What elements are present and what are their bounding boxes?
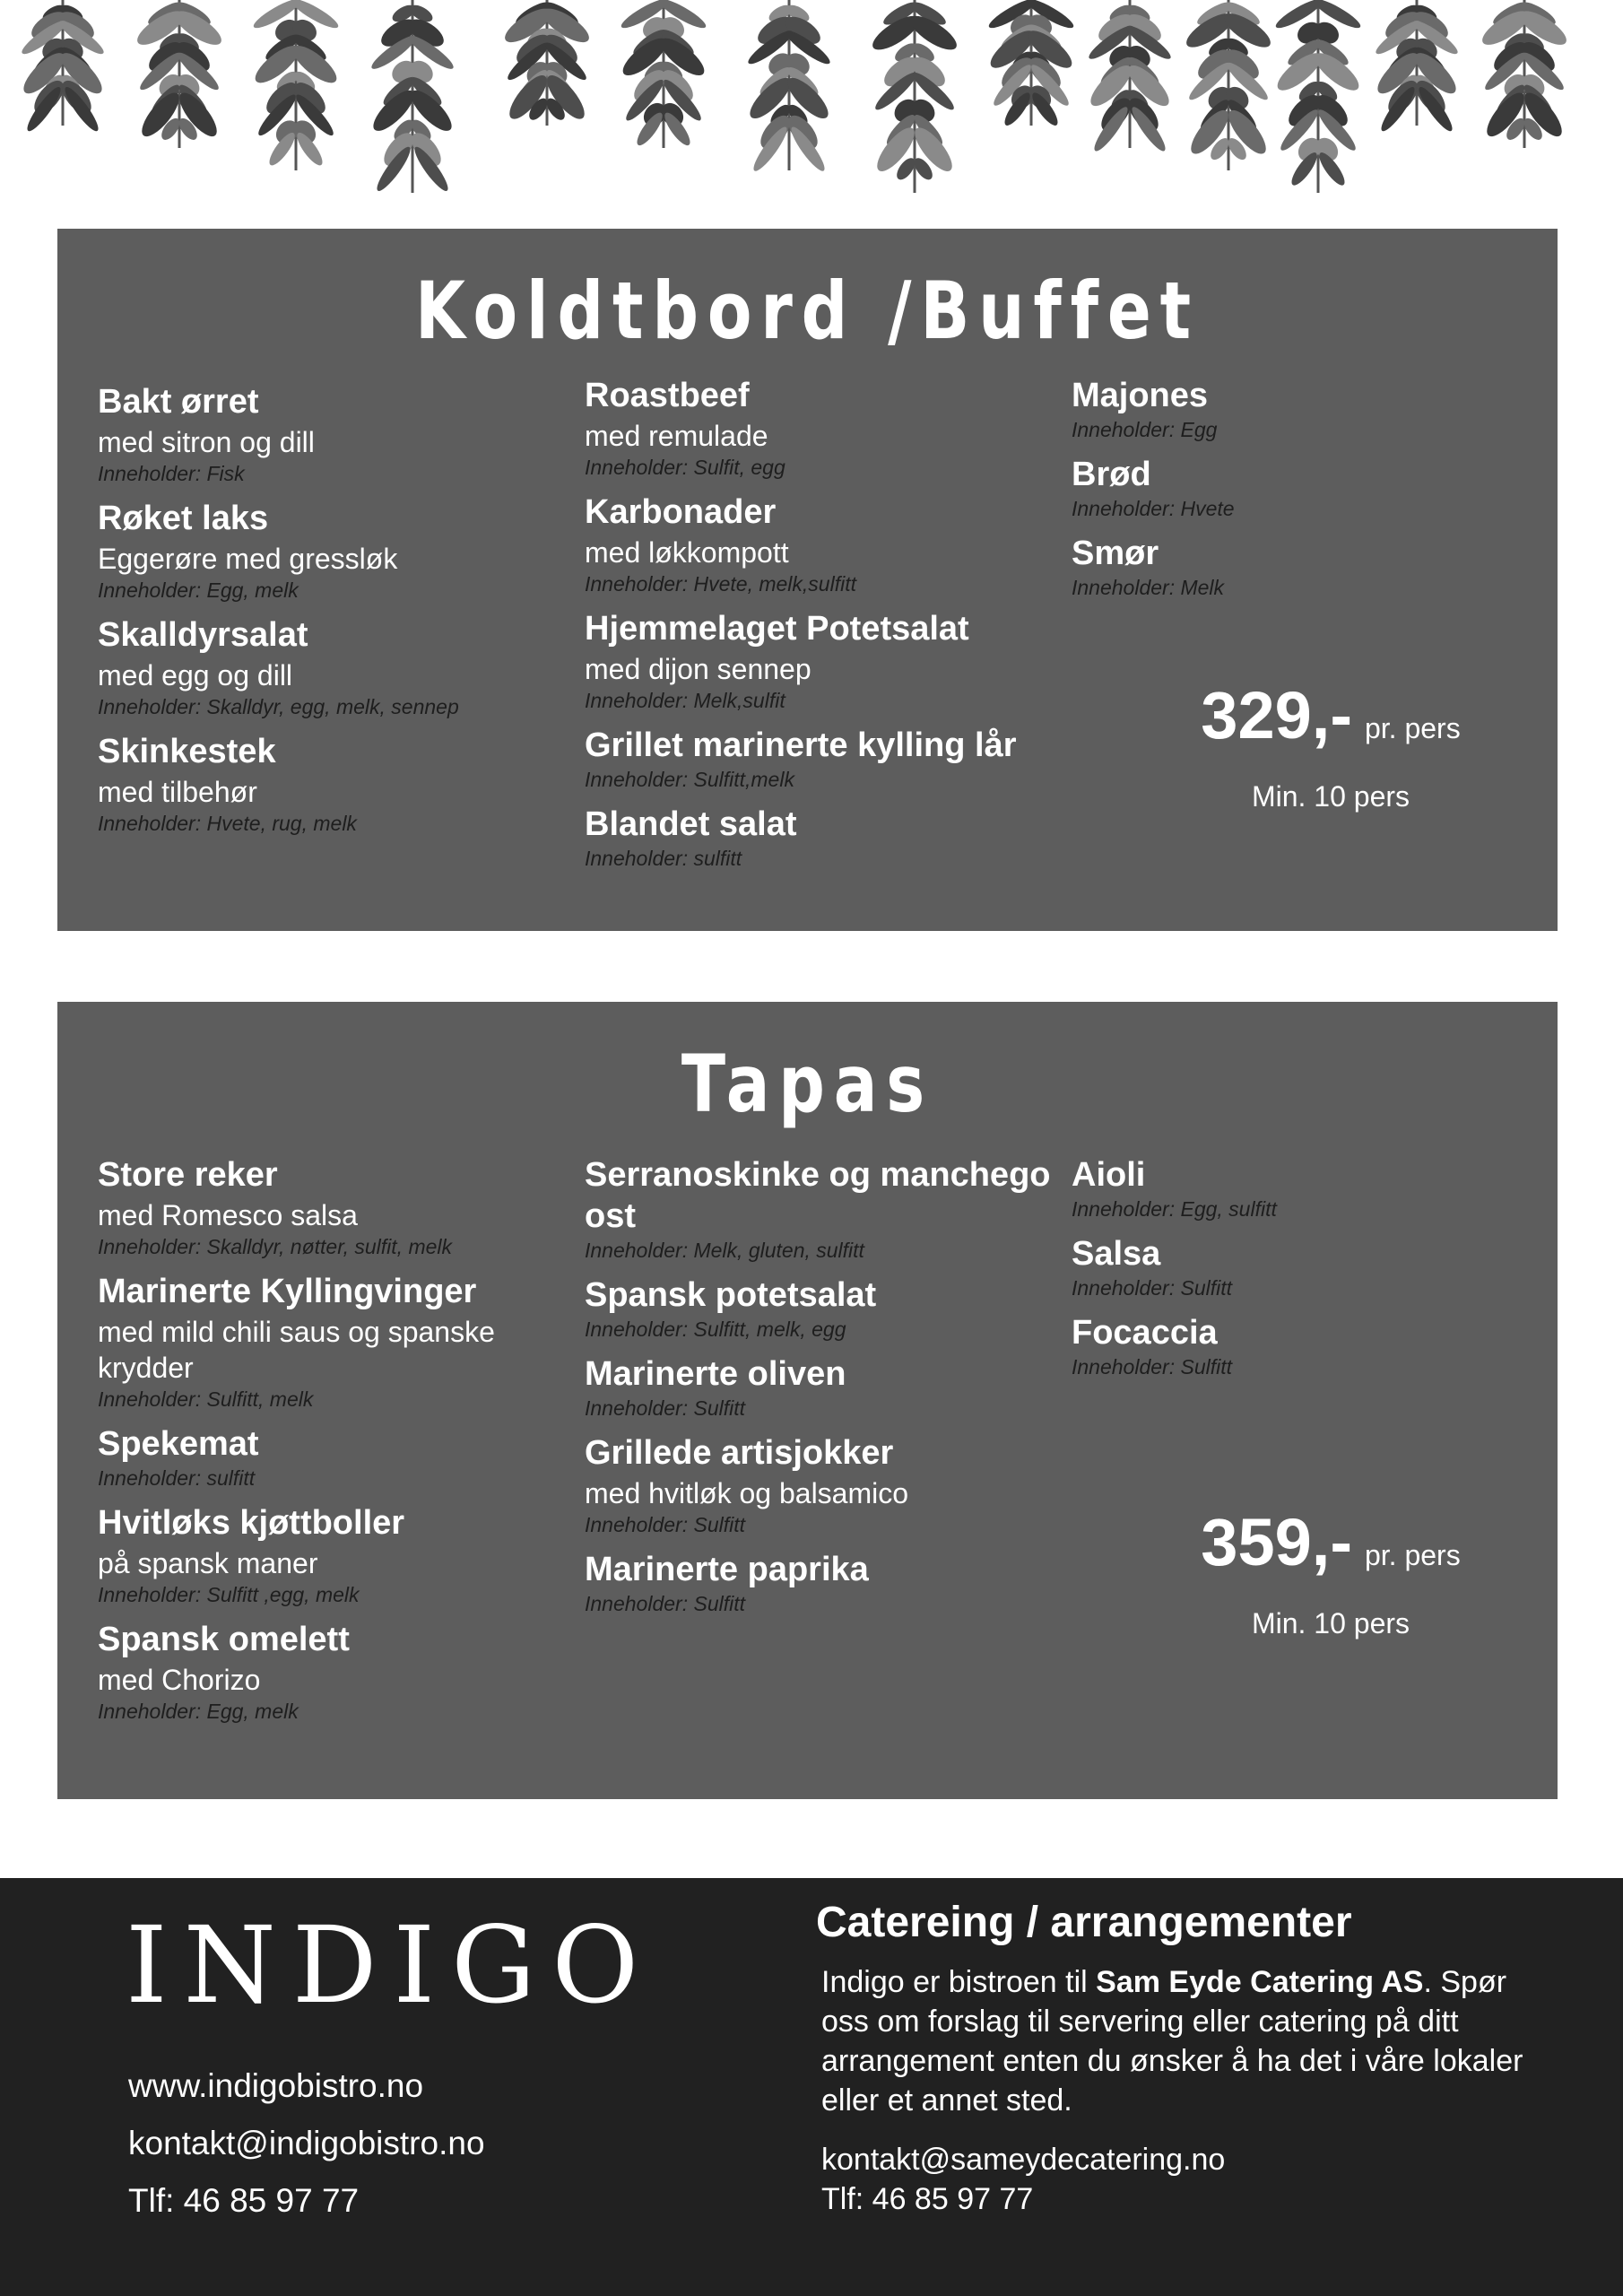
menu-item-allergens: Inneholder: Sulfit, egg — [585, 456, 785, 479]
menu-item-name: Marinerte Kyllingvinger — [98, 1273, 477, 1310]
menu-item — [1072, 1154, 1538, 1222]
email-link[interactable]: kontakt@indigobistro.no — [128, 2125, 485, 2161]
buffet-price-box — [1151, 677, 1510, 813]
buffet-panel — [57, 229, 1558, 931]
menu-item-allergens: Inneholder: Skalldyr, egg, melk, sennep — [98, 695, 459, 718]
menu-item — [98, 614, 564, 720]
buffet-column-2 — [585, 375, 1051, 883]
menu-item-allergens: Inneholder: Hvete, melk,sulfitt — [585, 572, 856, 596]
menu-item — [98, 1154, 564, 1260]
catering-company: Sam Eyde Catering AS — [1096, 1965, 1424, 1999]
tapas-price-unit: pr. pers — [1364, 1539, 1461, 1571]
contact-info — [128, 2057, 485, 2230]
menu-item-name: Marinerte oliven — [585, 1355, 846, 1393]
catering-text-body: . Spør oss om forslag til servering eller catering på ditt arrangement enten du ønsker å ha det i våre lokaler eller et annet sted. — [821, 1965, 1523, 2118]
indigo-logo: INDIGO — [126, 1903, 655, 2027]
menu-item-description: med dijon sennep — [585, 653, 812, 685]
menu-item-allergens: Inneholder: Sulfitt, melk, egg — [585, 1318, 846, 1341]
menu-item-allergens: Inneholder: Melk — [1072, 576, 1225, 599]
catering-title: Catereing / arrangementer — [816, 1899, 1352, 1946]
menu-item-description: med sitron og dill — [98, 426, 315, 458]
menu-item-description: med hvitløk og balsamico — [585, 1477, 909, 1509]
menu-item-name: Smør — [1072, 535, 1159, 572]
catering-email-link[interactable]: kontakt@sameydecatering.no — [821, 2143, 1226, 2177]
menu-item — [98, 1619, 564, 1725]
menu-item-name: Spansk potetsalat — [585, 1276, 877, 1314]
herb-bundle-icon — [1182, 0, 1275, 170]
buffet-price: 329,- — [1201, 678, 1352, 752]
menu-item-allergens: Inneholder: Sulfitt ,egg, melk — [98, 1583, 360, 1606]
menu-item — [585, 804, 1051, 872]
catering-text — [816, 1962, 1533, 2120]
menu-item-allergens: Inneholder: Melk, gluten, sulfitt — [585, 1239, 864, 1262]
menu-item — [98, 498, 564, 604]
herb-bundle-icon — [250, 0, 342, 170]
tapas-price-box — [1151, 1504, 1510, 1640]
menu-item-description: med egg og dill — [98, 659, 293, 691]
menu-item-name: Majones — [1072, 377, 1209, 414]
menu-item-name: Aioli — [1072, 1156, 1146, 1194]
menu-item-name: Marinerte paprika — [585, 1551, 869, 1588]
buffet-title: Koldtbord /Buffet — [415, 265, 1200, 357]
herb-bundle-icon — [985, 0, 1077, 129]
menu-item-description: med løkkompott — [585, 536, 789, 569]
menu-item-name: Bakt ørret — [98, 383, 259, 421]
buffet-column-1 — [98, 381, 564, 848]
catering-text-intro: Indigo er bistroen til — [821, 1965, 1097, 1999]
menu-item-allergens: Inneholder: Sulfitt — [585, 1592, 746, 1615]
menu-item-allergens: Inneholder: Egg, melk — [98, 1700, 299, 1723]
buffet-price-unit: pr. pers — [1364, 712, 1461, 744]
tapas-title: Tapas — [681, 1038, 934, 1130]
herb-bundle-icon — [868, 0, 961, 193]
menu-item — [1072, 375, 1538, 443]
menu-item-allergens: Inneholder: Sulfitt, melk — [98, 1387, 314, 1411]
menu-item — [1072, 454, 1538, 522]
menu-item-name: Skinkestek — [98, 733, 276, 770]
tapas-column-1 — [98, 1154, 564, 1735]
menu-item-allergens: Inneholder: Sulfitt,melk — [585, 768, 794, 791]
tapas-price: 359,- — [1201, 1505, 1352, 1579]
menu-item — [585, 1353, 1051, 1422]
footer — [0, 1878, 1623, 2296]
menu-item-name: Serranoskinke og manchego ost — [585, 1156, 1051, 1235]
menu-item — [98, 731, 564, 837]
herb-bundle-icon — [744, 0, 834, 174]
menu-item-name: Grillet marinerte kylling lår — [585, 726, 1017, 764]
menu-item-name: Hvitløks kjøttboller — [98, 1504, 405, 1542]
tapas-panel — [57, 1002, 1558, 1799]
menu-item-allergens: Inneholder: Hvete, rug, melk — [98, 812, 357, 835]
herb-bundle-icon — [1272, 0, 1364, 193]
menu-item-allergens: Inneholder: Egg — [1072, 418, 1218, 441]
menu-item-allergens: Inneholder: Egg, melk — [98, 578, 299, 602]
tapas-column-3 — [1072, 1154, 1538, 1391]
menu-item — [98, 1271, 564, 1413]
menu-item — [1072, 533, 1538, 601]
menu-item — [585, 1549, 1051, 1617]
menu-item-allergens: Inneholder: Hvete — [1072, 497, 1235, 520]
herb-bundle-icon — [500, 0, 594, 126]
menu-item-allergens: Inneholder: sulfitt — [585, 847, 742, 870]
website-link[interactable]: www.indigobistro.no — [128, 2067, 424, 2104]
menu-item-allergens: Inneholder: Egg, sulfitt — [1072, 1197, 1277, 1221]
menu-item-name: Blandet salat — [585, 805, 797, 843]
menu-item — [98, 381, 564, 487]
menu-item — [585, 608, 1051, 714]
menu-item-allergens: Inneholder: Melk,sulfit — [585, 689, 785, 712]
menu-item-allergens: Inneholder: Skalldyr, nøtter, sulfit, melk — [98, 1235, 453, 1258]
menu-item-allergens: Inneholder: Sulfitt — [1072, 1276, 1233, 1300]
menu-item-name: Skalldyrsalat — [98, 616, 308, 654]
menu-item-allergens: Inneholder: Sulfitt — [1072, 1355, 1233, 1378]
menu-item-name: Røket laks — [98, 500, 269, 537]
menu-item-description: med Romesco salsa — [98, 1199, 358, 1231]
herb-bundle-icon — [368, 0, 457, 195]
herb-bundle-icon — [1478, 0, 1571, 148]
menu-item-description: med mild chili saus og spanske krydder — [98, 1316, 495, 1384]
herb-bundle-icon — [18, 0, 108, 135]
buffet-minimum: Min. 10 pers — [1251, 780, 1410, 813]
menu-item-name: Roastbeef — [585, 377, 750, 414]
menu-item-name: Focaccia — [1072, 1314, 1218, 1352]
herb-bundle-icon — [1372, 0, 1462, 135]
catering-phone: Tlf: 46 85 97 77 — [821, 2182, 1034, 2216]
phone-number: Tlf: 46 85 97 77 — [128, 2182, 360, 2219]
menu-item-name: Store reker — [98, 1156, 278, 1194]
menu-item-name: Brød — [1072, 456, 1151, 493]
menu-item-description: Eggerøre med gressløk — [98, 543, 398, 575]
herb-bundle-icon — [1085, 0, 1175, 154]
menu-item — [1072, 1233, 1538, 1301]
menu-item — [585, 1154, 1051, 1264]
menu-item-allergens: Inneholder: Fisk — [98, 462, 245, 485]
menu-item — [585, 491, 1051, 597]
herb-bundles-illustration — [0, 0, 1623, 215]
menu-item-name: Karbonader — [585, 493, 777, 531]
menu-item-allergens: Inneholder: sulfitt — [98, 1466, 256, 1490]
herb-bundle-icon — [618, 0, 709, 149]
menu-item-description: med tilbehør — [98, 776, 257, 808]
menu-item — [585, 1432, 1051, 1538]
menu-item — [585, 725, 1051, 793]
menu-item — [98, 1423, 564, 1492]
menu-item-name: Spansk omelett — [98, 1621, 350, 1658]
menu-item-name: Grillede artisjokker — [585, 1434, 894, 1472]
menu-item-name: Spekemat — [98, 1425, 259, 1463]
menu-item-name: Salsa — [1072, 1235, 1161, 1273]
menu-item-allergens: Inneholder: Sulfitt — [585, 1396, 746, 1420]
menu-item-description: på spansk maner — [98, 1547, 318, 1579]
menu-item-description: med Chorizo — [98, 1664, 261, 1696]
herb-bundle-icon — [133, 0, 226, 148]
tapas-minimum: Min. 10 pers — [1251, 1607, 1410, 1639]
menu-item — [98, 1502, 564, 1608]
tapas-column-2 — [585, 1154, 1051, 1628]
menu-item-name: Hjemmelaget Potetsalat — [585, 610, 969, 648]
buffet-column-3 — [1072, 375, 1538, 612]
menu-item — [1072, 1312, 1538, 1380]
catering-section — [816, 1894, 1533, 2219]
menu-item — [585, 1274, 1051, 1343]
menu-item — [585, 375, 1051, 481]
menu-item-description: med remulade — [585, 420, 768, 452]
menu-item-allergens: Inneholder: Sulfitt — [585, 1513, 746, 1536]
